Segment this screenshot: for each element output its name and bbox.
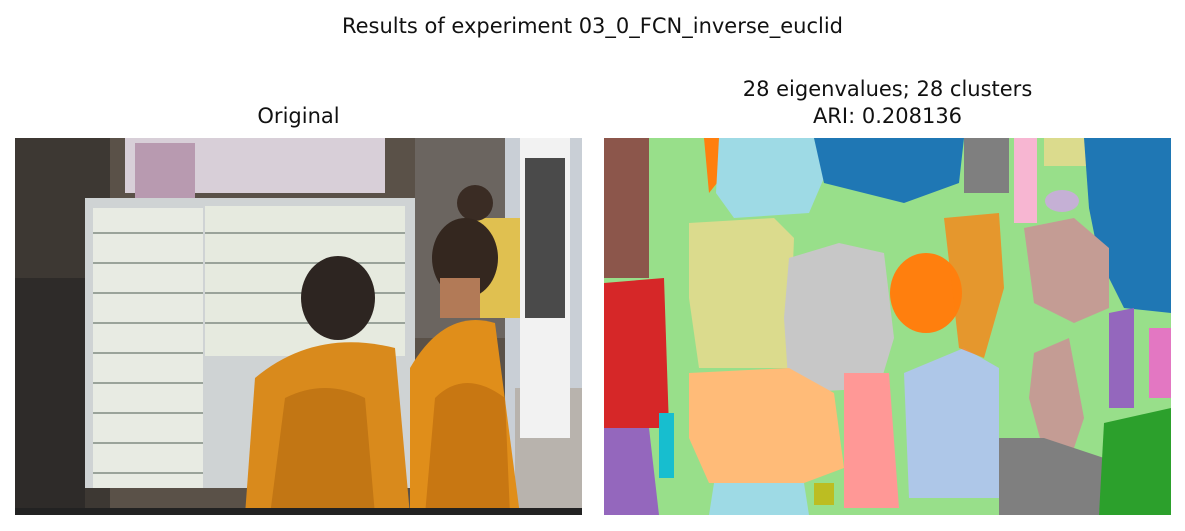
- segment-brown: [604, 138, 649, 278]
- photo-icon: [15, 138, 582, 515]
- segmentation-title-line1: 28 eigenvalues; 28 clusters: [742, 77, 1033, 101]
- segmentation-image: [604, 138, 1171, 515]
- segment-pink-dark: [1149, 328, 1171, 398]
- original-image: [15, 138, 582, 515]
- figure-suptitle: Results of experiment 03_0_FCN_inverse_euclid: [341, 14, 843, 38]
- segment-lavender: [1045, 190, 1079, 212]
- segment-pink: [1014, 138, 1037, 223]
- segment-gray-top: [964, 138, 1009, 193]
- segment-olive: [814, 483, 834, 505]
- segment-purple-right: [1109, 308, 1134, 408]
- segment-cyan-light-top: [716, 138, 824, 218]
- segment-red: [604, 278, 669, 428]
- segment-blue-light: [904, 348, 999, 498]
- segment-olive-light: [689, 218, 794, 368]
- segmentation-title-line2: ARI: 0.208136: [812, 104, 963, 128]
- segment-cyan: [659, 413, 674, 478]
- segment-green: [1099, 408, 1171, 515]
- segmentation-map: [604, 138, 1171, 515]
- segmentation-title: [604, 76, 1171, 130]
- segment-cyan-light-bottom: [709, 483, 809, 515]
- original-title: Original: [257, 104, 340, 128]
- segment-gray-light: [784, 243, 894, 393]
